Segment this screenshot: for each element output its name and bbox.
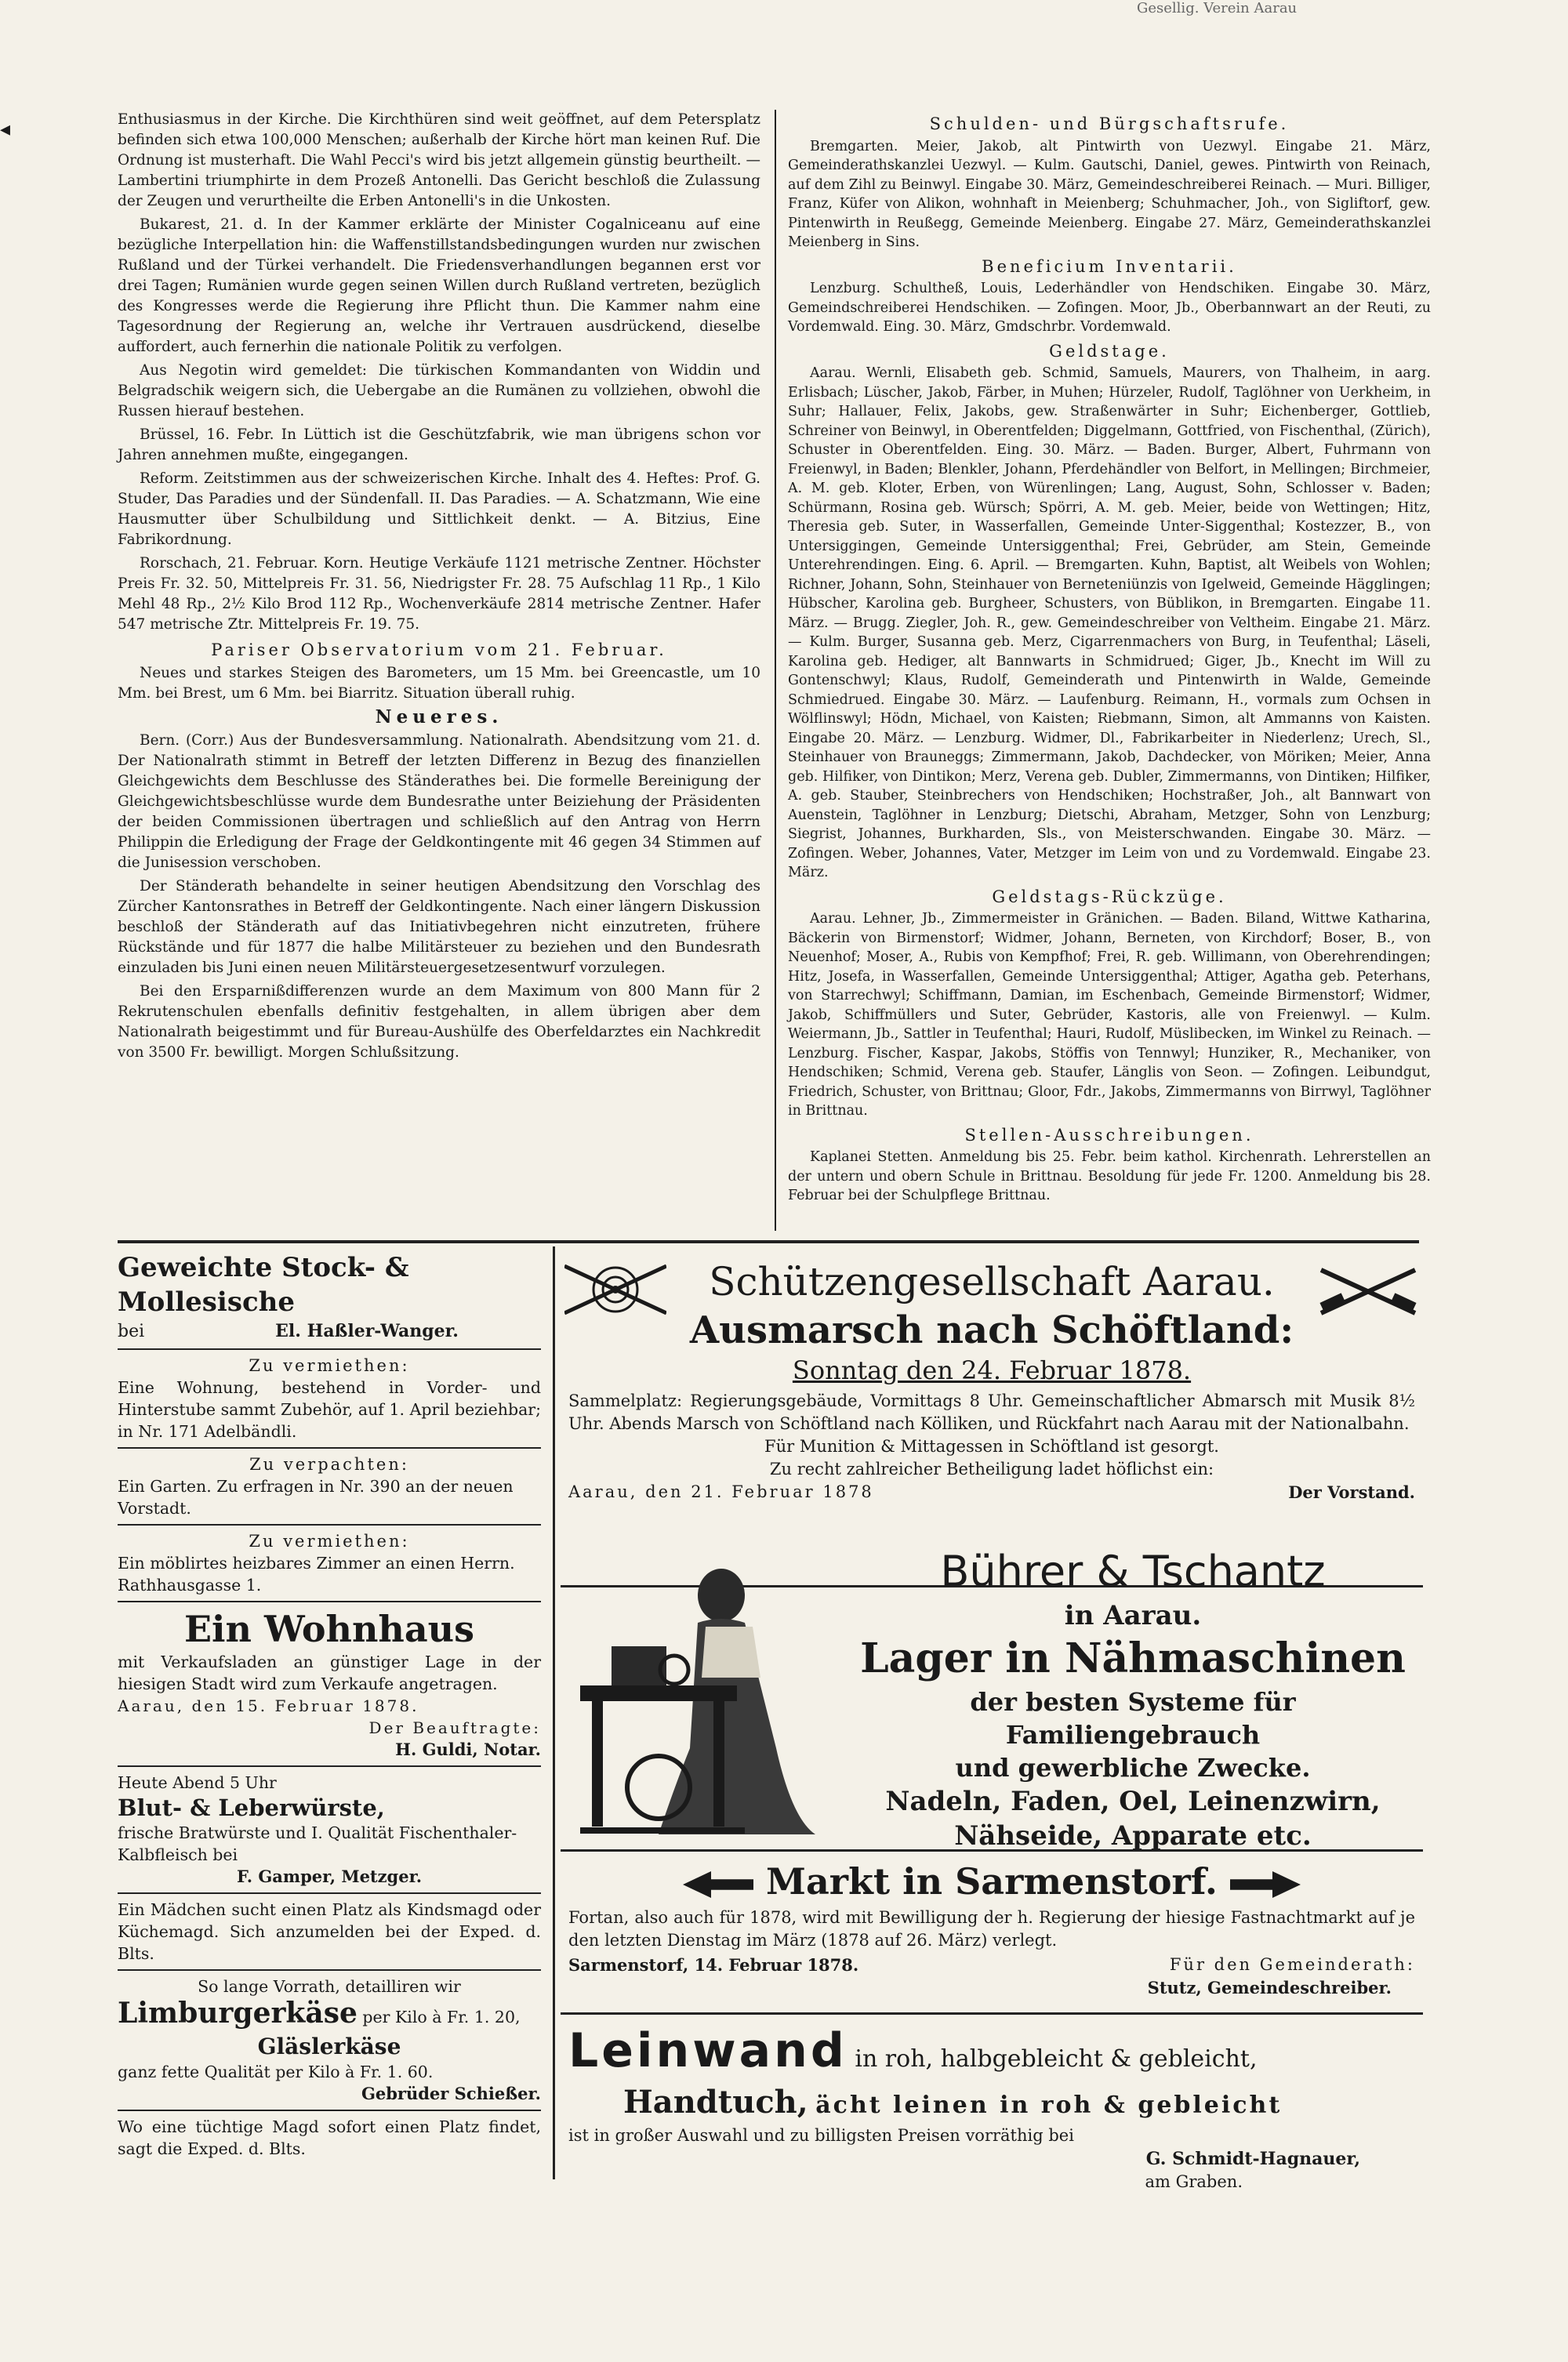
ad-title: Gläslerkäse <box>257 2034 401 2059</box>
ad-title: Lager in Nähmaschinen <box>860 1635 1406 1682</box>
ad-market <box>561 1858 1423 2015</box>
ad-role: Für den Gemeinderath: <box>1169 1955 1415 1974</box>
ad-line: der besten Systeme für Familiengebrauch <box>970 1687 1296 1750</box>
ad-title: Ein Wohnhaus <box>183 1608 475 1650</box>
ad-text: Sammelplatz: Regierungsgebäude, Vormittags 8 Uhr. Gemeinschaftlicher Abmarsch mit Musik 8½ Uhr. Abends Marsch von Schöftland nach Kölliken, und Rückfahrt nach Aarau mit der Nationalbahn. <box>568 1391 1415 1433</box>
ad-title-row <box>561 2084 1423 2124</box>
ad-by: bei <box>118 1322 145 1341</box>
news-paragraph: Neues und starkes Steigen des Barometers, um 15 Mm. bei Greencastle, um 10 Mm. bei Brest, um 6 Mm. bei Biarritz. Situation überall ruhig. <box>118 665 760 702</box>
ad-role: Der Beauftragte: <box>368 1718 541 1737</box>
ad-text: mit Verkaufsladen an günstiger Lage in der hiesigen Stadt wird zum Verkaufe angetragen. <box>118 1653 541 1693</box>
ad-place: Aarau, den 21. Februar 1878 <box>568 1482 874 1501</box>
crossed-rifles-icon <box>1317 1254 1419 1325</box>
rifles-target-icon <box>564 1254 666 1325</box>
ad-house <box>118 1602 541 1767</box>
ad-cheese <box>118 1971 541 2111</box>
ad-text: Für Munition & Mittagessen in Schöftland ist gesorgt. <box>764 1437 1219 1456</box>
notice-paragraph: Aarau. Lehner, Jb., Zimmermeister in Gränichen. — Baden. Biland, Wittwe Katharina, Bäckerin von Birmenstorf; Widmer, Johann, Berneten, von Kirchdorf; Boser, B., von Neuenhof; Moser, A., Rubis von Kempfhof; Frei, R. geb. Willimann, von Oberehrendingen; Hitz, Josefa, in Wasserfallen, Gemeinde Untersiggenthal; Attiger, Agatha geb. Peterhans, von Starrechwyl; Schiffmann, Damian, im Eschenbach, Gemeinde Birmenstorf; Widmer, Jakob, Schiffmüllers und Suter, Gebrüder, Kastoris, alle von Freienwyl. — Kulm. Weiermann, Jb., Sattler in Teufenthal; Hauri, Rudolf, Müslibecken, im Winkel zu Reinach. — Lenzburg. Fischer, Kaspar, Jakobs, Stöffis von Tennwyl; Hunziker, R., Mechaniker, von Hendschiken; Schmid, Verena geb. Staufer, Länglis von Seon. — Zofingen. Leibundgut, Friedrich, Schuster, von Brittnau; Gloor, Fdr., Jakobs, Zimmermanns von Birrwyl, Taglöhner in Brittnau. <box>788 911 1431 1119</box>
ad-text: Wo eine tüchtige Magd sofort einen Platz findet, sagt die Exped. d. Blts. <box>118 2117 541 2158</box>
news-paragraph: Enthusiasmus in der Kirche. Die Kirchthüren sind weit geöffnet, auf dem Petersplatz befinden sich etwa 100,000 Menschen; außerhalb der Kirche hört man keinen Ruf. Die Ordnung ist musterhaft. Die Wahl Pecci's wird bis jetzt allgemein günstig beurtheilt. — Lambertini triumphirte in dem Prozeß Antonelli. Das Gericht beschloß die Zulassung der Zeugen und verurtheilte die Erben Antonelli's in die Unkosten. <box>118 111 760 209</box>
ad-title: Schützengesellschaft Aarau. <box>709 1259 1275 1304</box>
right-news-column <box>788 110 1431 1209</box>
margin-mark: ◂ <box>0 118 11 141</box>
ad-signature: G. Schmidt-Hagnauer, <box>1145 2149 1360 2169</box>
ad-text: Ein Mädchen sucht einen Platz als Kindsmagd oder Küchemagd. Sich anzumelden bei der Exped. d. Blts. <box>118 1900 541 1963</box>
ad-footer <box>561 1481 1423 1504</box>
ad-text: frische Bratwürste und I. Qualität Fischenthaler-Kalbfleisch bei <box>118 1823 517 1864</box>
ad-text: Eine Wohnung, bestehend in Vorder- und Hinterstube sammt Zubehör, auf 1. April beziehbar; in Nr. 171 Adelbändli. <box>118 1378 541 1441</box>
ad-shooting-club <box>561 1250 1423 1587</box>
ad-title-row <box>561 2023 1423 2084</box>
notice-paragraph: Aarau. Wernli, Elisabeth geb. Schmid, Samuels, Maurers, von Thalheim, in aarg. Erlisbach; Lüscher, Jakob, Färber, in Muhen; Hürzeler, Rudolf, Taglöhner von Uerkheim, in Suhr; Hallauer, Felix, Jakobs, gew. Straßenwärter in Suhr; Eichenberger, Gottlieb, Schreiner von Beinwyl, in Oberentfelden; Diggelmann, Gottfried, von Fischenthal, (Zürich), Schuster in Oberentfelden. Eing. 30. März. — Baden. Burger, Albert, Fuhrmann von Freienwyl, in Baden; Blenkler, Johann, Pferdehändler von Belfort, in Mellingen; Birchmeier, A. M. geb. Kloter, Erben, von Würenlingen; Lang, August, Sohn, Schlosser v. Baden; Schürmann, Rosina geb. Würsch; Spörri, A. M. geb. Meier, beide von Wettingen; Hitz, Theresia geb. Suter, in Wasserfallen, Gemeinde Unter-Siggenthal; Kostezzer, B., von Untersiggingen, Gemeinde Untersiggenthal; Frei, Gebrüder, am Stein, Gemeinde Unterehrendingen. Eing. 6. April. — Bremgarten. Kuhn, Baptist, alt Weibels von Wohlen; Richner, Johann, Sohn, Steinhauer von Berneteniünzis von Igelweid, Gemeinde Hägglingen; Hübscher, Karolina geb. Burgheer, Schusters, von Büblikon, in Bremgarten. Eingabe 11. März. — Brugg. Ziegler, Joh. R., gew. Gemeindeschreiber von Veltheim. Eingabe 21. März. — Kulm. Burger, Susanna geb. Merz, Cigarrenmachers von Burg, in Teufenthal; Läseli, Karolina geb. Hediger, alt Bannwarts in Schmidrued; Giger, Jb., Knecht im Will zu Gontenschwyl; Klaus, Rudolf, Gemeinderath und Pintenwirth in Walde, Gemeinde Schmiedrued. Eingabe 30. März. — Laufenburg. Reimann, H., vormals zum Ochsen in Wölflinswyl; Hödn, Michael, von Kaisten; Riebmann, Simon, alt Ammanns von Kaisten. Eingabe 20. März. — Lenzburg. Widmer, Dl., Fabrikarbeiter in Niederlenz; Urech, Sl., Steinhauer von Brauneggs; Zimmermann, Jakob, Dachdecker, von Möriken; Meier, Anna geb. Hilfiker, von Dintikon; Merz, Verena geb. Dubler, Zimmermanns, von Dintiken; Hilfiker, A. geb. Stauber, Steinbrechers von Hendschiken; Hochstraßer, Joh., alt Bannwart von Auenstein, Taglöhner in Lenzburg; Dietschi, Abraham, Metzger, Sohn von Lenzburg; Siegrist, Johannes, Burkharden, Sls., von Meisterschwanden. Eingabe 30. März. — Zofingen. Weber, Johannes, Vater, Metzger im Leim von und zu Vordemwald. Eingabe 23. März. <box>788 365 1431 880</box>
ad-place: Sarmenstorf, 14. Februar 1878. <box>568 1955 859 1975</box>
ad-signature: F. Gamper, Metzger. <box>236 1867 423 1886</box>
seamstress-illustration-icon <box>564 1552 831 1842</box>
pointing-hand-icon <box>1230 1871 1301 1898</box>
ad-footer <box>561 1954 1423 1976</box>
ad-line: Nähseide, Apparate etc. <box>954 1820 1312 1852</box>
section-heading: Stellen-Ausschreibungen. <box>964 1125 1254 1145</box>
section-heading: Pariser Observatorium vom 21. Februar. <box>211 640 667 659</box>
ad-line <box>118 1319 541 1344</box>
pointing-hand-icon <box>683 1871 753 1898</box>
ad-line: und gewerbliche Zwecke. <box>955 1753 1311 1783</box>
ad-price: per Kilo à Fr. 1. 20, <box>362 2008 521 2026</box>
left-ads-column <box>118 1250 541 2164</box>
ad-text: Fortan, also auch für 1878, wird mit Bewilligung der h. Regierung der hiesige Fastnachtmarkt auf je den letzten Dienstag im März (1878 auf 26. März) verlegt. <box>568 1908 1415 1950</box>
ad-fish <box>118 1250 541 1350</box>
news-paragraph: Reform. Zeitstimmen aus der schweizerischen Kirche. Inhalt des 4. Heftes: Prof. G. Studer, Das Paradies und der Sündenfall. II. Das Paradies. — A. Schatzmann, Wie eine Hausmutter über Schulbildung und Sittlichkeit denkt. — A. Bitzius, Eine Fabrikordnung. <box>118 470 760 548</box>
ad-garden <box>118 1449 541 1526</box>
ad-linen <box>561 2023 1423 2191</box>
news-paragraph: Der Ständerath behandelte in seiner heutigen Abendsitzung den Vorschlag des Zürcher Kantonsrathes in Betreff der Geldkontingente. Nach einer längern Diskussion beschloß der Ständerath auf das Initiativbegehren nicht einzutreten, frühere Rückstände und für 1877 die halbe Militärsteuer zu beziehen und den Bundesrath einzuladen bis Juni einen neuen Militärsteuergesetzesentwurf vorzulegen. <box>118 878 760 976</box>
news-paragraph: Bukarest, 21. d. In der Kammer erklärte der Minister Cogalniceanu auf eine bezügliche Interpellation hin: die Waffenstillstandsbedingungen wurden nur zwischen Rußland und der Türkei verhandelt. Die Friedensverhandlungen begannen erst vor drei Tagen; Rumänien wurde gegen seinen Willen durch Rußland vertreten, bezüglich des Kongresses werde die Regierung ihre Pflicht thun. Die Kammer nahm eine Tagesordnung der Regierung an, welche ihr Vertrauen ausdrückend, dieselbe auffordert, auch fernerhin die nationale Politik zu verfolgen. <box>118 216 760 355</box>
ad-signature: am Graben. <box>1145 2172 1243 2191</box>
ad-subtitle: in Aarau. <box>1064 1600 1202 1631</box>
header-fragment: Gesellig. Verein Aarau <box>1137 0 1298 16</box>
section-heading: Beneficium Inventarii. <box>982 256 1237 276</box>
notice-paragraph: Lenzburg. Schultheß, Louis, Lederhändler von Hendschiken. Eingabe 30. März, Gemeindschreiberei Hendschiken. — Zofingen. Moor, Jb., Oberbannwart an der Reuti, zu Vordemwald. Eing. 30. März, Gmdschrbr. Vordemwald. <box>788 281 1431 335</box>
notice-paragraph: Bremgarten. Meier, Jakob, alt Pintwirth von Uezwyl. Eingabe 21. März, Gemeinderathskanzlei Uezwyl. — Kulm. Gautschi, Daniel, gewes. Pintwirth von Reinach, auf dem Zihl zu Beinwyl. Eingabe 30. März, Gemeindeschreiberei Reinach. — Muri. Billiger, Franz, Küfer von Alikon, wohnhaft in Meienberg; Schuhmacher, Joh., von Sigliftorf, gew. Pintenwirth in Reußegg, Gemeinde Meienberg. Eingabe 27. März, Gemeinderathskanzlei Meienberg in Sins. <box>788 138 1431 250</box>
notice-paragraph: Kaplanei Stetten. Anmeldung bis 25. Febr. beim kathol. Kirchenrath. Lehrerstellen an der untern und obern Schule in Brittnau. Besoldung für jede Fr. 1200. Anmeldung bis 28. Februar bei der Schulpflege Brittnau. <box>788 1149 1431 1203</box>
news-paragraph: Aus Negotin wird gemeldet: Die türkischen Kommandanten von Widdin und Belgradschik weigern sich, die Uebergabe an die Rumänen zu vollziehen, obwohl die Russen hierauf bestehen. <box>118 362 760 419</box>
ad-title: Bührer & Tschantz <box>940 1547 1326 1596</box>
ad-line: in roh, halbgebleicht & gebleicht, <box>855 2045 1258 2073</box>
ad-text: Ein möblirtes heizbares Zimmer an einen Herrn. Rathhausgasse 1. <box>118 1554 515 1595</box>
ad-title: Handtuch, <box>623 2084 808 2121</box>
ad-title: Blut- & Leberwürste, <box>118 1794 385 1821</box>
ad-heading: Zu verpachten: <box>249 1455 409 1474</box>
ads-column-divider <box>553 1246 555 2179</box>
ad-sausages <box>118 1767 541 1894</box>
ad-signature: Stutz, Gemeindeschreiber. <box>1147 1978 1392 1997</box>
ad-line: So lange Vorrath, detailliren wir <box>198 1977 461 1996</box>
ad-text: Zu recht zahlreicher Betheiligung ladet höflichst ein: <box>769 1460 1214 1479</box>
ad-title: Limburgerkäse <box>118 1997 358 2030</box>
ad-title: Markt in Sarmenstorf. <box>766 1860 1218 1903</box>
section-heading: Neueres. <box>375 706 503 727</box>
ad-subtitle: Ausmarsch nach Schöftland: <box>689 1308 1294 1352</box>
ad-maid-place <box>118 2111 541 2164</box>
ad-maid-wanted <box>118 1894 541 1971</box>
ad-price: ganz fette Qualität per Kilo à Fr. 1. 60. <box>118 2063 434 2081</box>
ad-date: Sonntag den 24. Februar 1878. <box>792 1355 1192 1385</box>
section-heading: Schulden- und Bürgschaftsrufe. <box>929 114 1290 133</box>
ad-signature: El. Haßler-Wanger. <box>275 1321 459 1341</box>
ad-line: Nadeln, Faden, Oel, Leinenzwirn, <box>885 1786 1381 1817</box>
ad-heading: Zu vermiethen: <box>249 1532 410 1551</box>
ad-text: Ein Garten. Zu erfragen in Nr. 390 an der neuen Vorstadt. <box>118 1477 514 1518</box>
ad-signature: Gebrüder Schießer. <box>361 2084 541 2103</box>
news-paragraph: Bern. (Corr.) Aus der Bundesversammlung. Nationalrath. Abendsitzung vom 21. d. Der Nationalrath stimmt in Betreff der letzten Differenz in Bezug des finanziellen Gleichgewichts dem Beschlusse des Ständerathes bei. Die formelle Bereinigung der Gleichgewichtsbeschlüsse wurde dem Bundesrathe unter Beiziehung der Präsidenten der beiden Commissionen übertragen und schließlich auf den Antrag von Herrn Philippin die Erledigung der Frage der Geldkontingente mit 46 gegen 34 Stimmen auf die Junisession verschoben. <box>118 732 760 871</box>
ad-text-block <box>843 1544 1423 1853</box>
ad-signature: Der Vorstand. <box>1288 1482 1415 1502</box>
ads-divider <box>118 1240 1419 1243</box>
market-report: Rorschach, 21. Februar. Korn. Heutige Verkäufe 1121 metrische Zentner. Höchster Preis Fr. 32. 50, Mittelpreis Fr. 31. 56, Niedrigster Fr. 28. 75 Aufschlag 11 Rp., 1 Kilo Mehl 48 Rp., 2½ Kilo Brod 112 Rp., Wochenverkäufe 2814 metrische Zentner. Hafer 547 metrische Ztr. Mittelpreis Fr. 19. 75. <box>118 555 760 633</box>
ad-title: Leinwand <box>568 2023 848 2078</box>
ad-sewing-machines <box>561 1544 1423 1852</box>
ad-line: Heute Abend 5 Uhr <box>118 1773 277 1792</box>
left-news-column <box>118 110 760 1066</box>
section-heading: Geldstage. <box>1049 341 1170 361</box>
ad-line: ächt leinen in roh & gebleicht <box>815 2092 1283 2119</box>
column-divider <box>775 110 776 1231</box>
ad-date: Aarau, den 15. Februar 1878. <box>118 1696 419 1715</box>
ad-room <box>118 1526 541 1602</box>
ad-text: ist in großer Auswahl und zu billigsten Preisen vorräthig bei <box>568 2126 1074 2145</box>
ad-signature: H. Guldi, Notar. <box>395 1740 541 1759</box>
news-paragraph: Bei den Ersparnißdifferenzen wurde an dem Maximum von 800 Mann für 2 Rekrutenschulen ebenfalls definitiv festgehalten, in allem übrigen aber dem Nationalrath beigestimmt und für Bureau-Aushülfe des Oberfeldarztes ein Nachkredit von 3500 Fr. bewilligt. Morgen Schlußsitzung. <box>118 983 760 1061</box>
ad-title: Geweichte Stock- & Mollesische <box>118 1252 409 1318</box>
ad-heading: Zu vermiethen: <box>249 1356 410 1375</box>
ad-apartment <box>118 1350 541 1449</box>
news-paragraph: Brüssel, 16. Febr. In Lüttich ist die Geschützfabrik, wie man übrigens schon vor Jahren annehmen mußte, eingegangen. <box>118 426 760 463</box>
ad-title-row <box>561 1858 1423 1905</box>
section-heading: Geldstags-Rückzüge. <box>992 887 1227 906</box>
ad-line <box>118 1997 541 2033</box>
